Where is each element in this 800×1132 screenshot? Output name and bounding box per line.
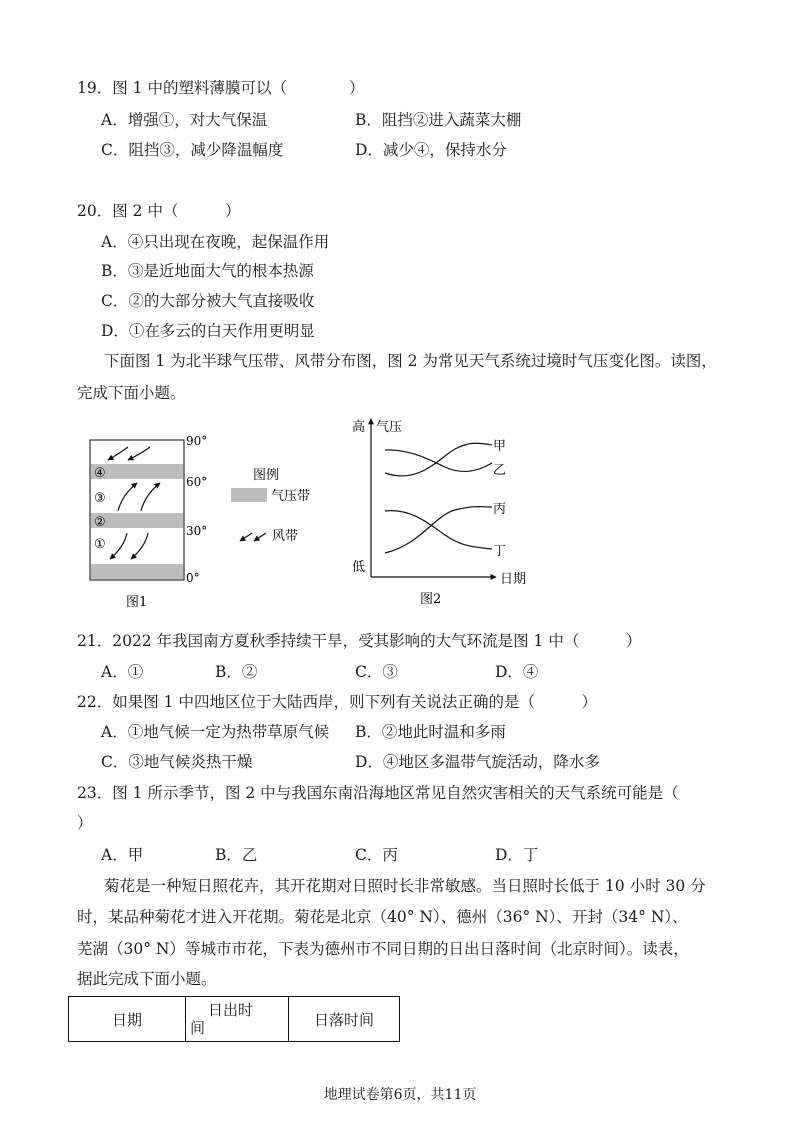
series-yi-label: 乙 [493,463,507,478]
legend-title: 图例 [253,468,280,483]
q19-option-d: D．减少④，保持水分 [355,141,507,159]
figure-1 [90,434,310,610]
series-ding-label: 丁 [493,544,507,559]
q23-option-d: D．丁 [495,846,539,864]
fig2-caption: 图2 [420,592,442,607]
q23-stem-close: ） [77,814,93,832]
series-bing-label: 丙 [493,502,507,517]
pressure-band-0 [91,564,184,579]
q19-option-a: A．增强①，对大气保温 [101,111,268,129]
intro1-line1: 下面图 1 为北半球气压带、风带分布图，图 2 为常见天气系统过境时气压变化图。读图， [104,352,717,370]
lat-0-label: 0° [186,571,200,585]
sunrise-sunset-table [68,996,400,1042]
q21-option-b: B．② [215,663,258,681]
q23-stem: 23．图 1 所示季节，图 2 中与我国东南沿海地区常见自然灾害相关的天气系统可能是（ [77,784,679,802]
q21-option-a: A．① [101,663,144,681]
q22-stem: 22．如果图 1 中四地区位于大陆西岸，则下列有关说法正确的是（ ） [77,693,597,711]
q20-option-a: A．④只出现在夜晚，起保温作用 [101,233,330,251]
series-jia-label: 甲 [493,439,507,454]
q22-option-d: D．④地区多温带气旋活动，降水多 [355,753,600,771]
intro2-line3: 芜湖（30° N）等城市市花，下表为德州市不同日期的日出日落时间（北京时间）。读表， [77,940,689,958]
header-sunrise-line2: 间 [190,1019,206,1037]
lat-60-label: 60° [186,475,208,489]
q19-option-b: B．阻挡②进入蔬菜大棚 [355,111,522,129]
table-header-row [69,997,400,1042]
intro2-line1: 菊花是一种短日照花卉，其开花期对日照时长非常敏感。当日照时长低于 10 小时 30 分 [104,877,706,895]
q21-option-c: C．③ [355,663,398,681]
zone-3-label: ③ [94,491,106,506]
fig2-xlabel: 日期 [500,572,527,587]
q21-stem: 21．2022 年我国南方夏秋季持续干旱，受其影响的大气环流是图 1 中（ ） [77,632,642,650]
intro2-line2: 时，某品种菊花才进入开花期。菊花是北京（40° N）、德州（36° N）、开封（34° N）、 [77,908,688,926]
curve-ding [385,511,492,549]
legend-wind-arrow [254,533,266,541]
q22-option-a: A．①地气候一定为热带草原气候 [101,723,330,741]
header-date: 日期 [69,997,186,1042]
legend-pressure-label: 气压带 [271,489,311,504]
curve-jia [385,443,492,476]
header-sunrise-line1: 日出时 [208,1001,254,1019]
intro1-line2: 完成下面小题。 [77,384,186,402]
q19-stem: 19．图 1 中的塑料薄膜可以（ ） [77,79,365,97]
q20-stem: 20．图 2 中（ ） [77,202,241,220]
q20-option-b: B．③是近地面大气的根本热源 [101,262,314,280]
fig2-ylabel: 气压 [376,420,403,435]
fig1-frame [90,440,184,580]
fig2-low-label: 低 [352,560,366,575]
zone-1-label: ① [94,537,106,552]
q23-option-a: A．甲 [101,846,144,864]
lat-30-label: 30° [186,524,208,538]
q19-option-c: C．阻挡③，减少降温幅度 [101,141,284,159]
q22-option-b: B．②地此时温和多雨 [355,723,506,741]
q22-option-c: C．③地气候炎热干燥 [101,753,253,771]
page-footer: 地理试卷第6页，共11页 [323,1087,477,1103]
intro2-line4: 据此完成下面小题。 [77,970,217,988]
q20-option-d: D．①在多云的白天作用更明显 [101,322,315,340]
legend-wind-arrow [240,533,252,541]
legend-pressure-swatch [231,488,267,502]
q21-option-d: D．④ [495,663,539,681]
q23-option-b: B．乙 [215,846,258,864]
header-sunrise [186,997,289,1042]
zone-2-label: ② [94,515,106,530]
fig1-caption: 图1 [126,595,148,610]
q20-option-c: C．②的大部分被大气直接吸收 [101,292,315,310]
lat-90-label: 90° [186,434,208,448]
q23-option-c: C．丙 [355,846,398,864]
fig2-high-label: 高 [352,420,366,435]
figures-area [0,415,800,615]
header-sunset: 日落时间 [289,997,400,1042]
figure-2 [352,419,526,607]
zone-4-label: ④ [94,466,106,481]
legend-wind-label: 风带 [272,529,299,544]
